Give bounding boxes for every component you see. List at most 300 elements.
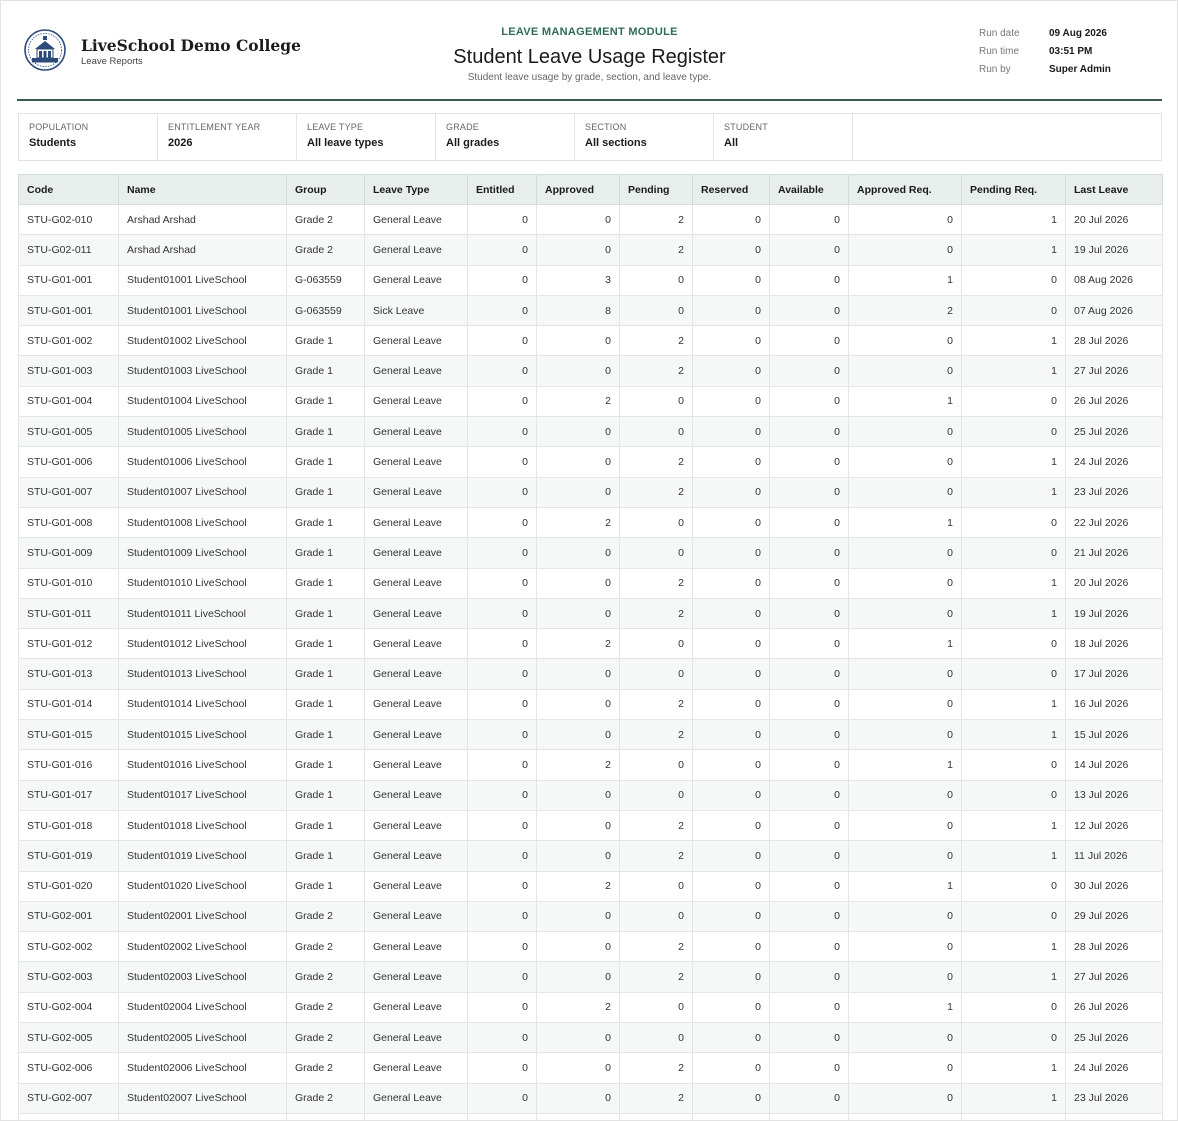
- table-cell: 0: [620, 1023, 693, 1053]
- table-cell: 0: [849, 598, 962, 628]
- table-cell: 0: [537, 598, 620, 628]
- column-header: Approved: [537, 175, 620, 205]
- table-cell: STU-G01-020: [19, 871, 119, 901]
- table-row: [19, 295, 1163, 325]
- table-cell: STU-G01-009: [19, 538, 119, 568]
- table-cell: 0: [537, 568, 620, 598]
- table-cell: 0: [770, 1053, 849, 1083]
- table-cell: 0: [770, 659, 849, 689]
- table-cell: Student01010 LiveSchool: [119, 568, 287, 598]
- table-cell: Grade 1: [287, 507, 365, 537]
- table-row: [19, 992, 1163, 1022]
- table-cell: 0: [849, 447, 962, 477]
- table-cell: 2: [620, 326, 693, 356]
- table-cell: 0: [693, 992, 770, 1022]
- table-cell: 2: [620, 568, 693, 598]
- table-cell: Student02004 LiveSchool: [119, 992, 287, 1022]
- table-cell: 0: [537, 962, 620, 992]
- table-row: [19, 1113, 1163, 1121]
- table-cell: 0: [962, 629, 1066, 659]
- table-cell: 1: [962, 810, 1066, 840]
- table-cell: STU-G01-007: [19, 477, 119, 507]
- table-cell: 2: [620, 932, 693, 962]
- table-cell: 0: [849, 689, 962, 719]
- table-cell: Grade 1: [287, 780, 365, 810]
- module-label: LEAVE MANAGEMENT MODULE: [501, 26, 678, 38]
- table-cell: 23 Jul 2026: [1066, 1083, 1163, 1113]
- table-cell: Student01011 LiveSchool: [119, 598, 287, 628]
- table-cell: 08 Aug 2026: [1066, 265, 1163, 295]
- table-cell: 0: [468, 265, 537, 295]
- table-cell: 24 Jul 2026: [1066, 1053, 1163, 1083]
- table-cell: 1: [962, 235, 1066, 265]
- table-cell: 0: [693, 507, 770, 537]
- filter-value: All grades: [446, 137, 500, 149]
- table-cell: 18 Jul 2026: [1066, 629, 1163, 659]
- table-cell: Grade 2: [287, 901, 365, 931]
- table-cell: 0: [693, 810, 770, 840]
- table-row: [19, 598, 1163, 628]
- column-header: Reserved: [693, 175, 770, 205]
- table-cell: 24 Jul 2026: [1066, 447, 1163, 477]
- table-cell: 29 Jul 2026: [1066, 901, 1163, 931]
- table-cell: Student01016 LiveSchool: [119, 750, 287, 780]
- table-cell: 0: [537, 901, 620, 931]
- table-cell: Grade 1: [287, 841, 365, 871]
- leave-usage-table: [18, 174, 1163, 1121]
- filter-label: GRADE: [446, 122, 480, 132]
- table-cell: 0: [620, 629, 693, 659]
- run-time-label: Run time: [979, 46, 1020, 57]
- table-cell: Student01018 LiveSchool: [119, 810, 287, 840]
- table-cell: 0: [962, 780, 1066, 810]
- table-cell: Student02001 LiveSchool: [119, 901, 287, 931]
- column-header: Name: [119, 175, 287, 205]
- table-cell: General Leave: [365, 356, 468, 386]
- table-cell: STU-G02-005: [19, 1023, 119, 1053]
- table-cell: Student02006 LiveSchool: [119, 1053, 287, 1083]
- table-cell: General Leave: [365, 447, 468, 477]
- table-cell: STU-G01-002: [19, 326, 119, 356]
- table-row: [19, 1083, 1163, 1113]
- filter-entitlement-year: [158, 114, 297, 160]
- table-cell: General Leave: [365, 932, 468, 962]
- table-cell: 0: [693, 1083, 770, 1113]
- table-cell: General Leave: [365, 810, 468, 840]
- table-cell: 1: [962, 841, 1066, 871]
- table-cell: 0: [770, 810, 849, 840]
- table-cell: 2: [620, 689, 693, 719]
- table-cell: General Leave: [365, 265, 468, 295]
- table-cell: 0: [620, 871, 693, 901]
- table-cell: 0: [770, 538, 849, 568]
- table-cell: 0: [849, 205, 962, 235]
- table-cell: General Leave: [365, 962, 468, 992]
- table-row: [19, 386, 1163, 416]
- table-cell: 28 Jul 2026: [1066, 932, 1163, 962]
- table-cell: 2: [537, 871, 620, 901]
- table-row: [19, 932, 1163, 962]
- table-cell: STU-G02-001: [19, 901, 119, 931]
- table-cell: STU-G01-011: [19, 598, 119, 628]
- table-cell: [365, 1113, 468, 1121]
- table-cell: 2: [537, 629, 620, 659]
- table-cell: General Leave: [365, 1023, 468, 1053]
- table-cell: 0: [468, 477, 537, 507]
- table-cell: 0: [537, 477, 620, 507]
- table-cell: 30 Jul 2026: [1066, 871, 1163, 901]
- table-cell: STU-G01-012: [19, 629, 119, 659]
- table-cell: 0: [537, 689, 620, 719]
- table-cell: General Leave: [365, 871, 468, 901]
- table-row: [19, 962, 1163, 992]
- table-cell: 1: [962, 962, 1066, 992]
- table-cell: Grade 2: [287, 1053, 365, 1083]
- table-cell: 27 Jul 2026: [1066, 962, 1163, 992]
- table-cell: Student01006 LiveSchool: [119, 447, 287, 477]
- table-cell: Grade 1: [287, 750, 365, 780]
- table-cell: 20 Jul 2026: [1066, 205, 1163, 235]
- table-cell: STU-G01-008: [19, 507, 119, 537]
- table-cell: 1: [849, 992, 962, 1022]
- table-cell: 2: [620, 235, 693, 265]
- table-row: [19, 871, 1163, 901]
- table-cell: General Leave: [365, 689, 468, 719]
- table-cell: 0: [770, 447, 849, 477]
- table-cell: STU-G01-003: [19, 356, 119, 386]
- table-cell: 0: [620, 780, 693, 810]
- table-cell: 0: [468, 356, 537, 386]
- table-cell: Student01003 LiveSchool: [119, 356, 287, 386]
- table-cell: General Leave: [365, 1083, 468, 1113]
- table-cell: 1: [962, 477, 1066, 507]
- table-cell: 0: [468, 1023, 537, 1053]
- table-cell: 0: [849, 568, 962, 598]
- table-cell: 0: [468, 720, 537, 750]
- filter-label: LEAVE TYPE: [307, 122, 364, 132]
- filter-grade: [436, 114, 575, 160]
- table-cell: 0: [537, 1053, 620, 1083]
- table-cell: 0: [468, 901, 537, 931]
- table-cell: 0: [537, 356, 620, 386]
- table-cell: 1: [849, 265, 962, 295]
- table-cell: 0: [468, 538, 537, 568]
- table-cell: 0: [693, 265, 770, 295]
- table-cell: 16 Jul 2026: [1066, 689, 1163, 719]
- table-cell: 0: [849, 356, 962, 386]
- table-cell: 0: [849, 538, 962, 568]
- table-cell: Grade 1: [287, 568, 365, 598]
- table-cell: 1: [849, 871, 962, 901]
- table-cell: 0: [962, 1023, 1066, 1053]
- table-cell: 0: [693, 901, 770, 931]
- table-cell: General Leave: [365, 720, 468, 750]
- table-cell: 0: [468, 326, 537, 356]
- table-cell: STU-G01-006: [19, 447, 119, 477]
- table-row: [19, 780, 1163, 810]
- report-category: Leave Reports: [81, 56, 143, 67]
- column-header: Entitled: [468, 175, 537, 205]
- table-cell: STU-G01-014: [19, 689, 119, 719]
- column-header: Leave Type: [365, 175, 468, 205]
- table-row: [19, 477, 1163, 507]
- table-cell: 0: [468, 871, 537, 901]
- run-by-value: Super Admin: [1049, 64, 1111, 75]
- table-row: [19, 417, 1163, 447]
- table-cell: 2: [620, 1083, 693, 1113]
- table-cell: Student02002 LiveSchool: [119, 932, 287, 962]
- table-cell: STU-G01-010: [19, 568, 119, 598]
- table-cell: 1: [962, 356, 1066, 386]
- report-header: [17, 1, 1162, 101]
- table-cell: 0: [849, 780, 962, 810]
- table-cell: 2: [620, 810, 693, 840]
- table-cell: 20 Jul 2026: [1066, 568, 1163, 598]
- filter-label: ENTITLEMENT YEAR: [168, 122, 261, 132]
- filter-population: [19, 114, 158, 160]
- table-cell: STU-G01-001: [19, 295, 119, 325]
- table-cell: 0: [693, 386, 770, 416]
- table-cell: 0: [537, 1083, 620, 1113]
- table-cell: 0: [693, 871, 770, 901]
- table-cell: 1: [962, 205, 1066, 235]
- table-cell: STU-G01-019: [19, 841, 119, 871]
- table-row: [19, 447, 1163, 477]
- table-cell: 0: [620, 992, 693, 1022]
- table-cell: 0: [770, 598, 849, 628]
- table-cell: 0: [693, 1023, 770, 1053]
- table-cell: 0: [849, 417, 962, 447]
- table-cell: 0: [468, 598, 537, 628]
- table-cell: General Leave: [365, 235, 468, 265]
- table-cell: 0: [537, 720, 620, 750]
- table-cell: 0: [620, 386, 693, 416]
- table-cell: Grade 1: [287, 689, 365, 719]
- table-cell: 0: [770, 417, 849, 447]
- table-cell: Grade 2: [287, 235, 365, 265]
- table-cell: 0: [962, 871, 1066, 901]
- table-cell: General Leave: [365, 992, 468, 1022]
- table-cell: Student01008 LiveSchool: [119, 507, 287, 537]
- table-cell: Grade 1: [287, 598, 365, 628]
- table-row: [19, 810, 1163, 840]
- table-cell: 0: [770, 841, 849, 871]
- table-cell: 0: [693, 205, 770, 235]
- table-cell: 0: [770, 932, 849, 962]
- filter-leave-type: [297, 114, 436, 160]
- table-cell: 0: [962, 295, 1066, 325]
- table-cell: General Leave: [365, 629, 468, 659]
- table-cell: [770, 1113, 849, 1121]
- table-cell: Grade 2: [287, 1083, 365, 1113]
- table-cell: STU-G02-006: [19, 1053, 119, 1083]
- table-cell: 2: [537, 386, 620, 416]
- table-cell: 0: [770, 1083, 849, 1113]
- table-cell: 0: [468, 417, 537, 447]
- table-cell: 2: [537, 507, 620, 537]
- table-cell: General Leave: [365, 417, 468, 447]
- table-cell: Grade 1: [287, 386, 365, 416]
- table-cell: 0: [620, 295, 693, 325]
- table-cell: Grade 1: [287, 871, 365, 901]
- table-cell: General Leave: [365, 901, 468, 931]
- table-cell: 0: [770, 689, 849, 719]
- table-cell: 2: [620, 720, 693, 750]
- filter-label: STUDENT: [724, 122, 768, 132]
- table-cell: 1: [962, 1053, 1066, 1083]
- table-row: [19, 265, 1163, 295]
- table-cell: 0: [962, 750, 1066, 780]
- table-cell: Student01020 LiveSchool: [119, 871, 287, 901]
- table-row: [19, 235, 1163, 265]
- college-name: LiveSchool Demo College: [81, 36, 301, 55]
- table-cell: 0: [770, 720, 849, 750]
- table-cell: Grade 2: [287, 932, 365, 962]
- table-cell: 2: [537, 750, 620, 780]
- table-cell: 0: [849, 720, 962, 750]
- run-date-row: [979, 28, 1111, 46]
- table-cell: 0: [849, 1053, 962, 1083]
- table-row: [19, 750, 1163, 780]
- table-cell: 0: [537, 205, 620, 235]
- table-cell: 26 Jul 2026: [1066, 386, 1163, 416]
- table-cell: 0: [693, 598, 770, 628]
- table-cell: 0: [468, 1083, 537, 1113]
- table-cell: 0: [468, 841, 537, 871]
- table-cell: 0: [693, 841, 770, 871]
- table-cell: 2: [620, 841, 693, 871]
- table-cell: Student02003 LiveSchool: [119, 962, 287, 992]
- table-cell: 0: [770, 326, 849, 356]
- table-row: [19, 659, 1163, 689]
- table-cell: General Leave: [365, 780, 468, 810]
- table-cell: 0: [537, 810, 620, 840]
- run-date-value: 09 Aug 2026: [1049, 28, 1107, 39]
- column-header: Available: [770, 175, 849, 205]
- table-cell: 0: [537, 447, 620, 477]
- table-cell: 0: [962, 507, 1066, 537]
- table-cell: 0: [849, 841, 962, 871]
- table-cell: 0: [770, 780, 849, 810]
- table-cell: General Leave: [365, 507, 468, 537]
- table-cell: 0: [693, 417, 770, 447]
- table-cell: STU-G02-002: [19, 932, 119, 962]
- table-cell: 0: [693, 962, 770, 992]
- column-header: Approved Req.: [849, 175, 962, 205]
- table-cell: 3: [537, 265, 620, 295]
- table-cell: STU-G02-003: [19, 962, 119, 992]
- table-cell: [693, 1113, 770, 1121]
- table-cell: 0: [849, 235, 962, 265]
- table-row: [19, 689, 1163, 719]
- table-cell: 0: [468, 629, 537, 659]
- table-cell: 0: [693, 326, 770, 356]
- table-cell: STU-G01-005: [19, 417, 119, 447]
- table-cell: 2: [537, 992, 620, 1022]
- column-header: Pending Req.: [962, 175, 1066, 205]
- table-cell: 0: [693, 235, 770, 265]
- table-cell: 19 Jul 2026: [1066, 598, 1163, 628]
- table-cell: 0: [468, 568, 537, 598]
- table-cell: 0: [770, 1023, 849, 1053]
- table-row: [19, 720, 1163, 750]
- table-cell: Student01009 LiveSchool: [119, 538, 287, 568]
- table-cell: 0: [849, 932, 962, 962]
- table-cell: 19 Jul 2026: [1066, 235, 1163, 265]
- table-cell: [962, 1113, 1066, 1121]
- run-date-label: Run date: [979, 28, 1020, 39]
- table-cell: 0: [693, 1053, 770, 1083]
- table-cell: General Leave: [365, 477, 468, 507]
- table-cell: STU-G01-017: [19, 780, 119, 810]
- table-row: [19, 326, 1163, 356]
- table-cell: 0: [620, 417, 693, 447]
- table-cell: 0: [770, 750, 849, 780]
- table-cell: 0: [468, 235, 537, 265]
- table-cell: General Leave: [365, 326, 468, 356]
- table-cell: General Leave: [365, 841, 468, 871]
- table-cell: Grade 2: [287, 992, 365, 1022]
- filter-label: SECTION: [585, 122, 627, 132]
- table-cell: 0: [693, 538, 770, 568]
- table-cell: 1: [962, 1083, 1066, 1113]
- table-cell: [537, 1113, 620, 1121]
- table-cell: Grade 1: [287, 659, 365, 689]
- table-cell: 0: [770, 962, 849, 992]
- table-cell: 1: [849, 386, 962, 416]
- table-cell: Student02005 LiveSchool: [119, 1023, 287, 1053]
- table-cell: 2: [620, 962, 693, 992]
- table-cell: Student02007 LiveSchool: [119, 1083, 287, 1113]
- table-cell: 0: [962, 417, 1066, 447]
- table-cell: STU-G02-011: [19, 235, 119, 265]
- filter-value: Students: [29, 137, 77, 149]
- table-cell: 0: [693, 780, 770, 810]
- table-cell: Grade 1: [287, 538, 365, 568]
- table-cell: 2: [620, 598, 693, 628]
- table-cell: STU-G02-010: [19, 205, 119, 235]
- table-cell: 0: [537, 1023, 620, 1053]
- table-cell: [620, 1113, 693, 1121]
- table-cell: 0: [962, 386, 1066, 416]
- table-cell: 0: [962, 992, 1066, 1022]
- table-cell: Student01001 LiveSchool: [119, 265, 287, 295]
- table-cell: 0: [620, 538, 693, 568]
- filter-value: 2026: [168, 137, 193, 149]
- filter-section: [575, 114, 714, 160]
- table-cell: 1: [962, 568, 1066, 598]
- table-cell: 0: [620, 659, 693, 689]
- table-cell: 21 Jul 2026: [1066, 538, 1163, 568]
- table-row: [19, 1053, 1163, 1083]
- table-cell: 0: [468, 507, 537, 537]
- table-cell: 0: [770, 901, 849, 931]
- table-cell: 0: [537, 841, 620, 871]
- table-cell: Grade 1: [287, 326, 365, 356]
- table-cell: 22 Jul 2026: [1066, 507, 1163, 537]
- table-cell: Grade 1: [287, 810, 365, 840]
- table-cell: Grade 2: [287, 962, 365, 992]
- table-cell: 0: [693, 447, 770, 477]
- table-cell: [468, 1113, 537, 1121]
- table-cell: 0: [849, 477, 962, 507]
- table-cell: 0: [770, 265, 849, 295]
- table-row: [19, 205, 1163, 235]
- table-cell: 2: [620, 205, 693, 235]
- table-cell: G-063559: [287, 265, 365, 295]
- table-cell: 0: [693, 689, 770, 719]
- table-cell: 2: [620, 447, 693, 477]
